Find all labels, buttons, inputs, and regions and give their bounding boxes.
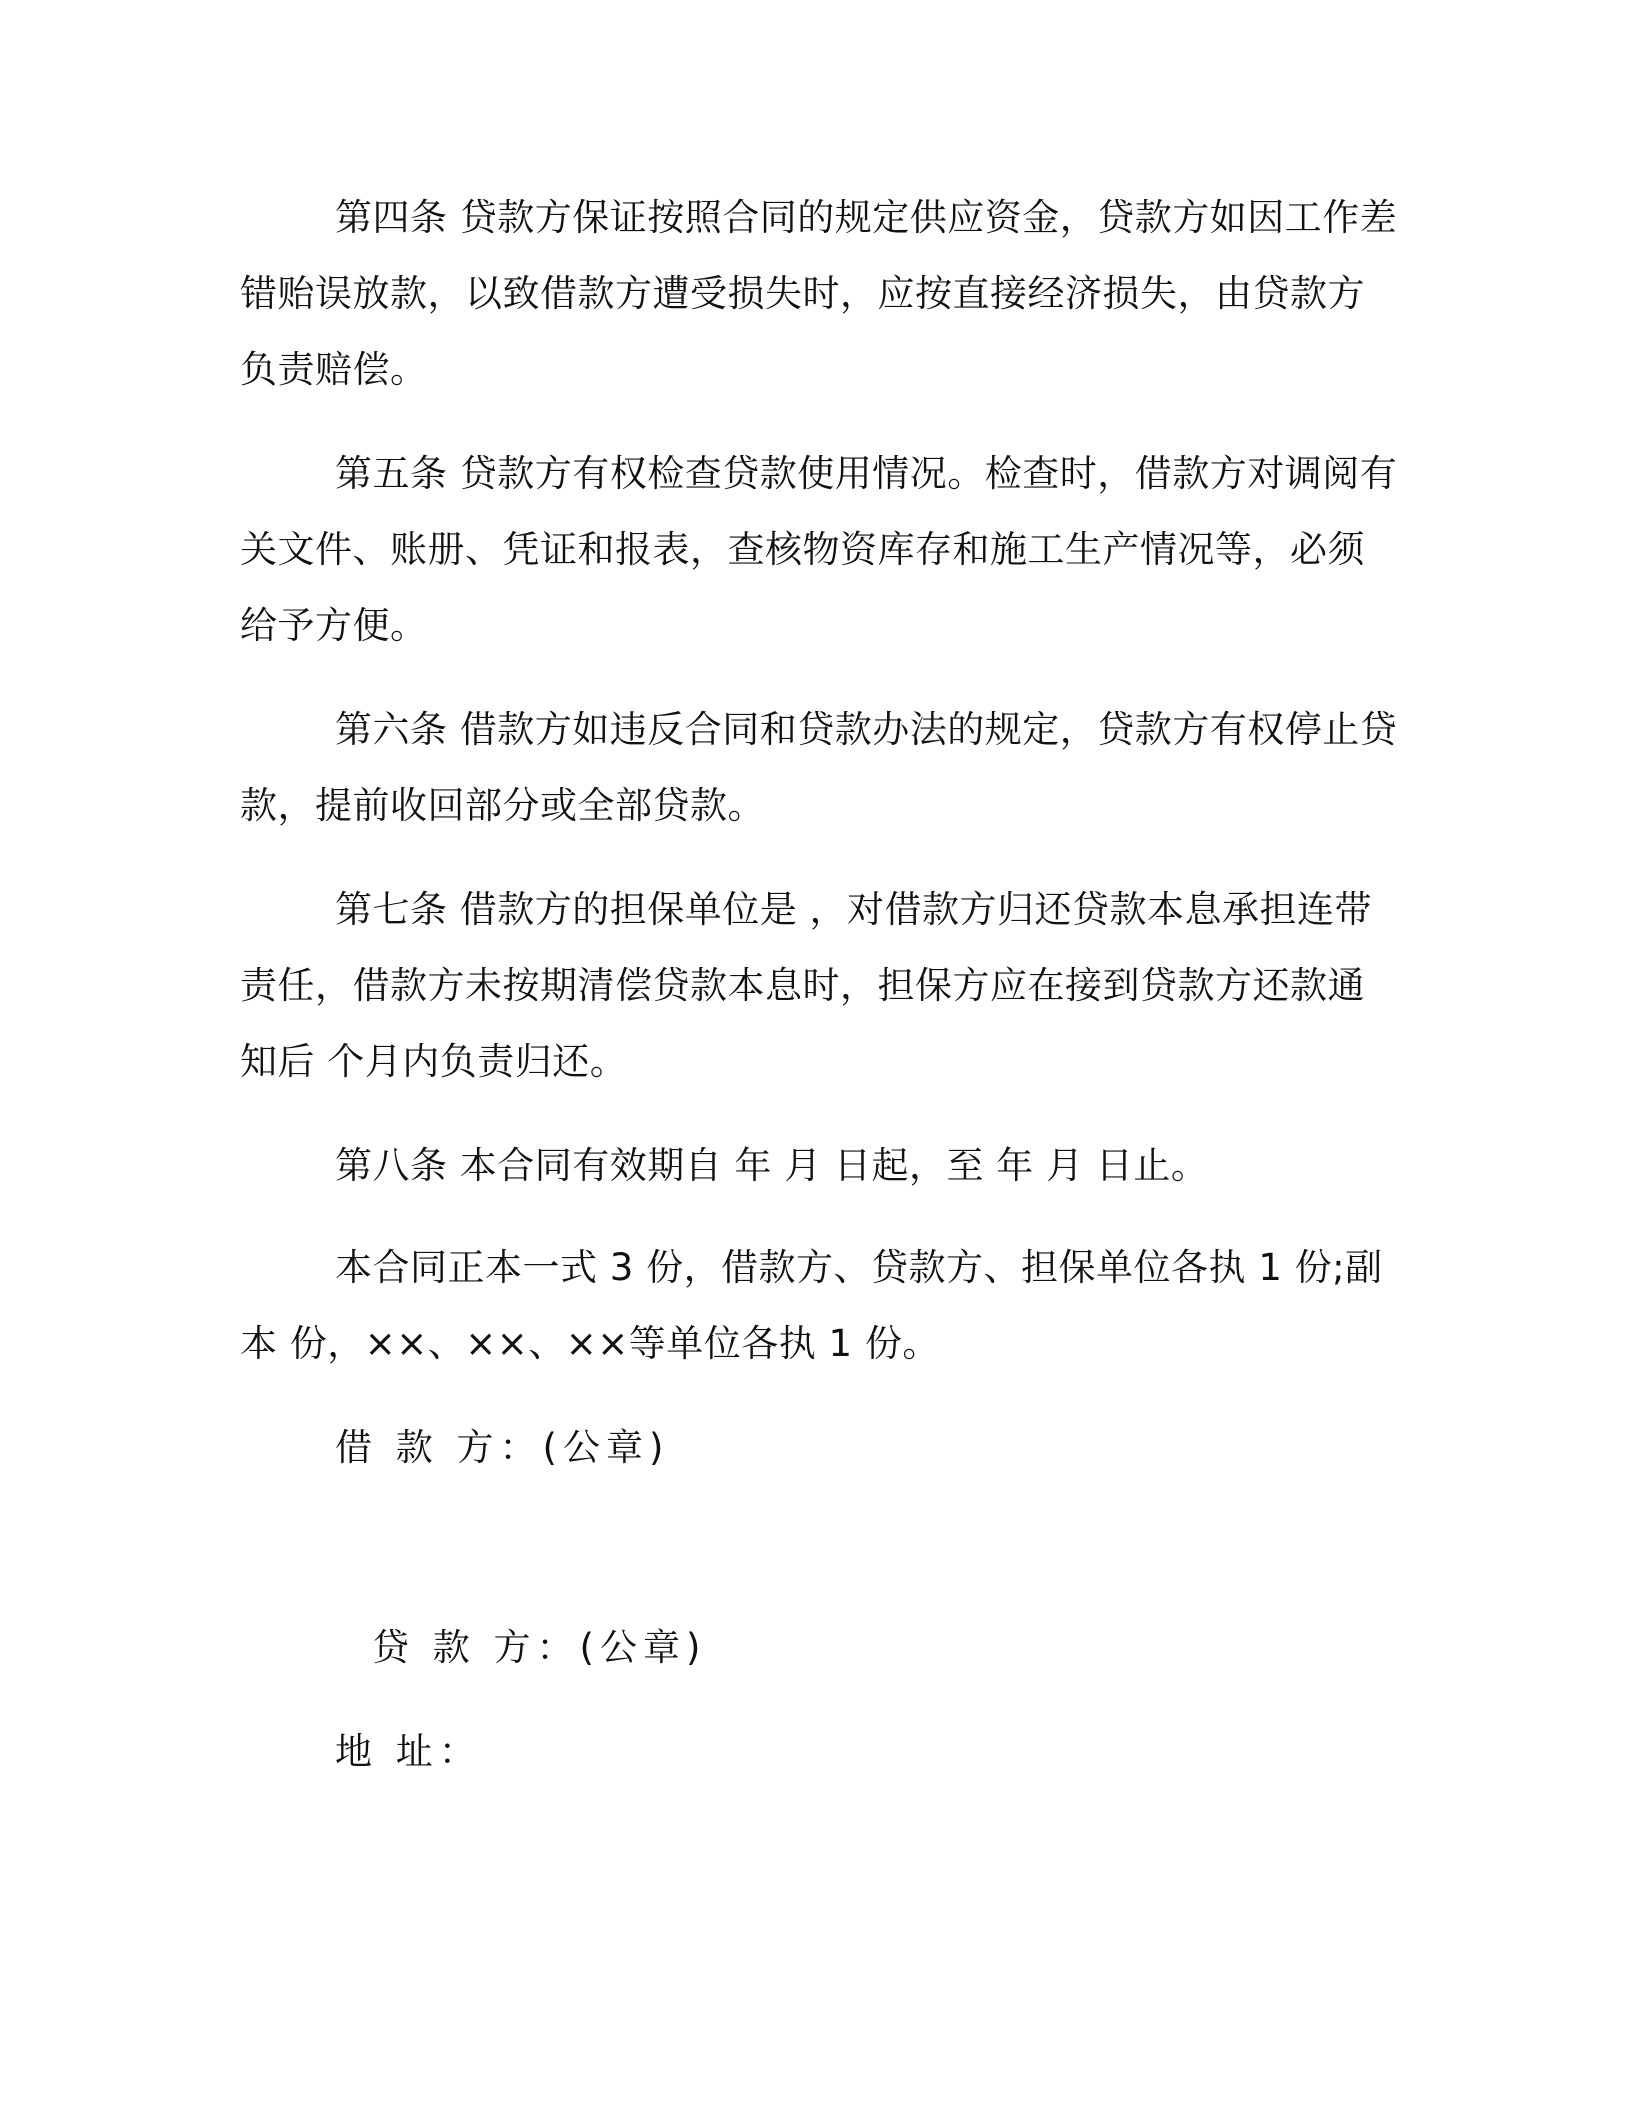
article-5-line-3: 给予方便。	[240, 604, 428, 647]
copies-line-1: 本合同正本一式 3 份，借款方、贷款方、担保单位各执 1 份;副	[335, 1246, 1383, 1289]
article-4-line-1: 第四条 贷款方保证按照合同的规定供应资金，贷款方如因工作差	[335, 196, 1398, 239]
article-5-line-1: 第五条 贷款方有权检查贷款使用情况。检查时，借款方对调阅有	[335, 452, 1398, 495]
article-8-line-1: 第八条 本合同有效期自 年 月 日起，至 年 月 日止。	[335, 1144, 1209, 1187]
article-6-line-1: 第六条 借款方如违反合同和贷款办法的规定，贷款方有权停止贷	[335, 708, 1398, 751]
article-4-line-3: 负责赔偿。	[240, 348, 428, 391]
article-4-line-2: 错贻误放款，以致借款方遭受损失时，应按直接经济损失，由贷款方	[240, 272, 1365, 315]
article-6-line-2: 款，提前收回部分或全部贷款。	[240, 784, 765, 827]
article-5-line-2: 关文件、账册、凭证和报表，查核物资库存和施工生产情况等，必须	[240, 528, 1365, 571]
copies-line-2: 本 份，××、××、××等单位各执 1 份。	[240, 1322, 940, 1365]
article-7-line-3: 知后 个月内负责归还。	[240, 1040, 628, 1083]
borrower-seal-label: 借 款 方：(公章)	[335, 1426, 670, 1469]
lender-seal-label: 贷 款 方：(公章)	[372, 1626, 707, 1669]
article-7-line-1: 第七条 借款方的担保单位是 ，对借款方归还贷款本息承担连带	[335, 888, 1373, 931]
address-label: 地 址：	[335, 1730, 482, 1773]
article-7-line-2: 责任，借款方未按期清偿贷款本息时，担保方应在接到贷款方还款通	[240, 964, 1365, 1007]
